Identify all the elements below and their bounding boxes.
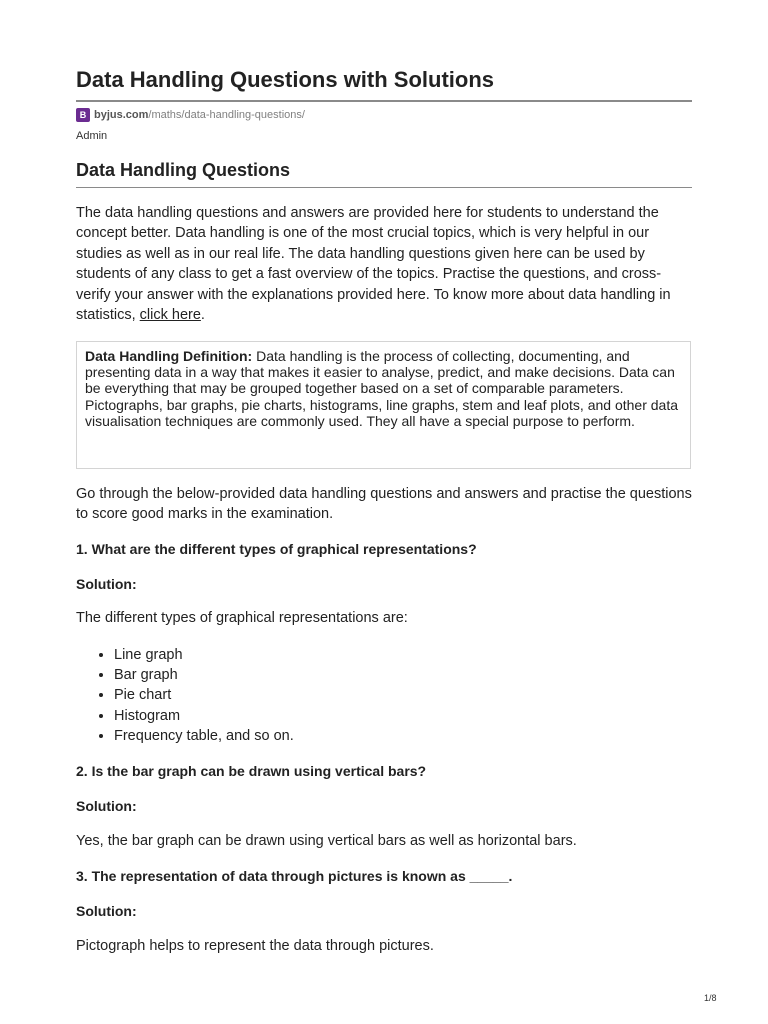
solution-label-1: Solution:: [76, 576, 137, 592]
page-title: Data Handling Questions with Solutions: [76, 67, 495, 92]
list-item: • Bar graph: [114, 665, 294, 685]
solution-label-2: Solution:: [76, 798, 137, 814]
byjus-logo-icon: B: [76, 108, 90, 122]
section-divider: [76, 187, 692, 188]
question-1: 1. What are the different types of graphical representations?: [76, 541, 477, 557]
list-item: • Line graph: [114, 645, 294, 665]
source-path[interactable]: /maths/data-handling-questions/: [148, 109, 305, 121]
list-item: • Pie chart: [114, 685, 294, 705]
go-through-paragraph: Go through the below-provided data handling questions and answers and practise the questions to score good marks in the examination.: [76, 486, 692, 523]
author: Admin: [76, 130, 108, 142]
definition-text: Data handling is the process of collecting, documenting, and presenting data in a way that makes it easier to analyse, predict, and make decisions. Data can be everything that may be grouped together based on a set of comparable parameters. Pictographs, bar graphs, pie charts, histograms, line graphs, stem and leaf plots, and other data visualisation techniques are commonly used. They all have a special purpose to perform.: [85, 348, 678, 429]
answer-2: Yes, the bar graph can be drawn using vertical bars as well as horizontal bars.: [76, 833, 577, 849]
title-divider: [76, 100, 692, 102]
intro-end: .: [200, 307, 205, 324]
list-item: • Histogram: [114, 706, 294, 726]
question-2: 2. Is the bar graph can be drawn using vertical bars?: [76, 763, 427, 779]
source-line[interactable]: [76, 106, 305, 124]
intro-text: The data handling questions and answers are provided here for students to understand the concept better. Data handling is one of the most crucial topics, which is very helpful in our studies as well as in our real life. The data handling questions given here can be used by students of any class to get a fast overview of the topics. Practise the questions, and cross-verify your answer with the explanations provided here. To know more about data handling in statistics,: [76, 205, 671, 324]
click-here-link[interactable]: click here: [139, 307, 201, 324]
solution-label-3: Solution:: [76, 903, 137, 919]
intro-paragraph: [76, 203, 692, 325]
source-domain[interactable]: byjus.com: [94, 109, 149, 121]
answer-intro-1: The different types of graphical representations are:: [76, 610, 408, 626]
definition-box: [76, 341, 691, 469]
section-heading: Data Handling Questions: [76, 160, 291, 180]
answer-3: Pictograph helps to represent the data through pictures.: [76, 938, 434, 954]
question-3: 3. The representation of data through pictures is known as _____.: [76, 868, 513, 884]
list-item: • Frequency table, and so on.: [114, 726, 294, 746]
page-number: 1/8: [704, 993, 717, 1003]
graph-types-list: [76, 645, 294, 746]
definition-label: Data Handling Definition:: [85, 348, 253, 364]
